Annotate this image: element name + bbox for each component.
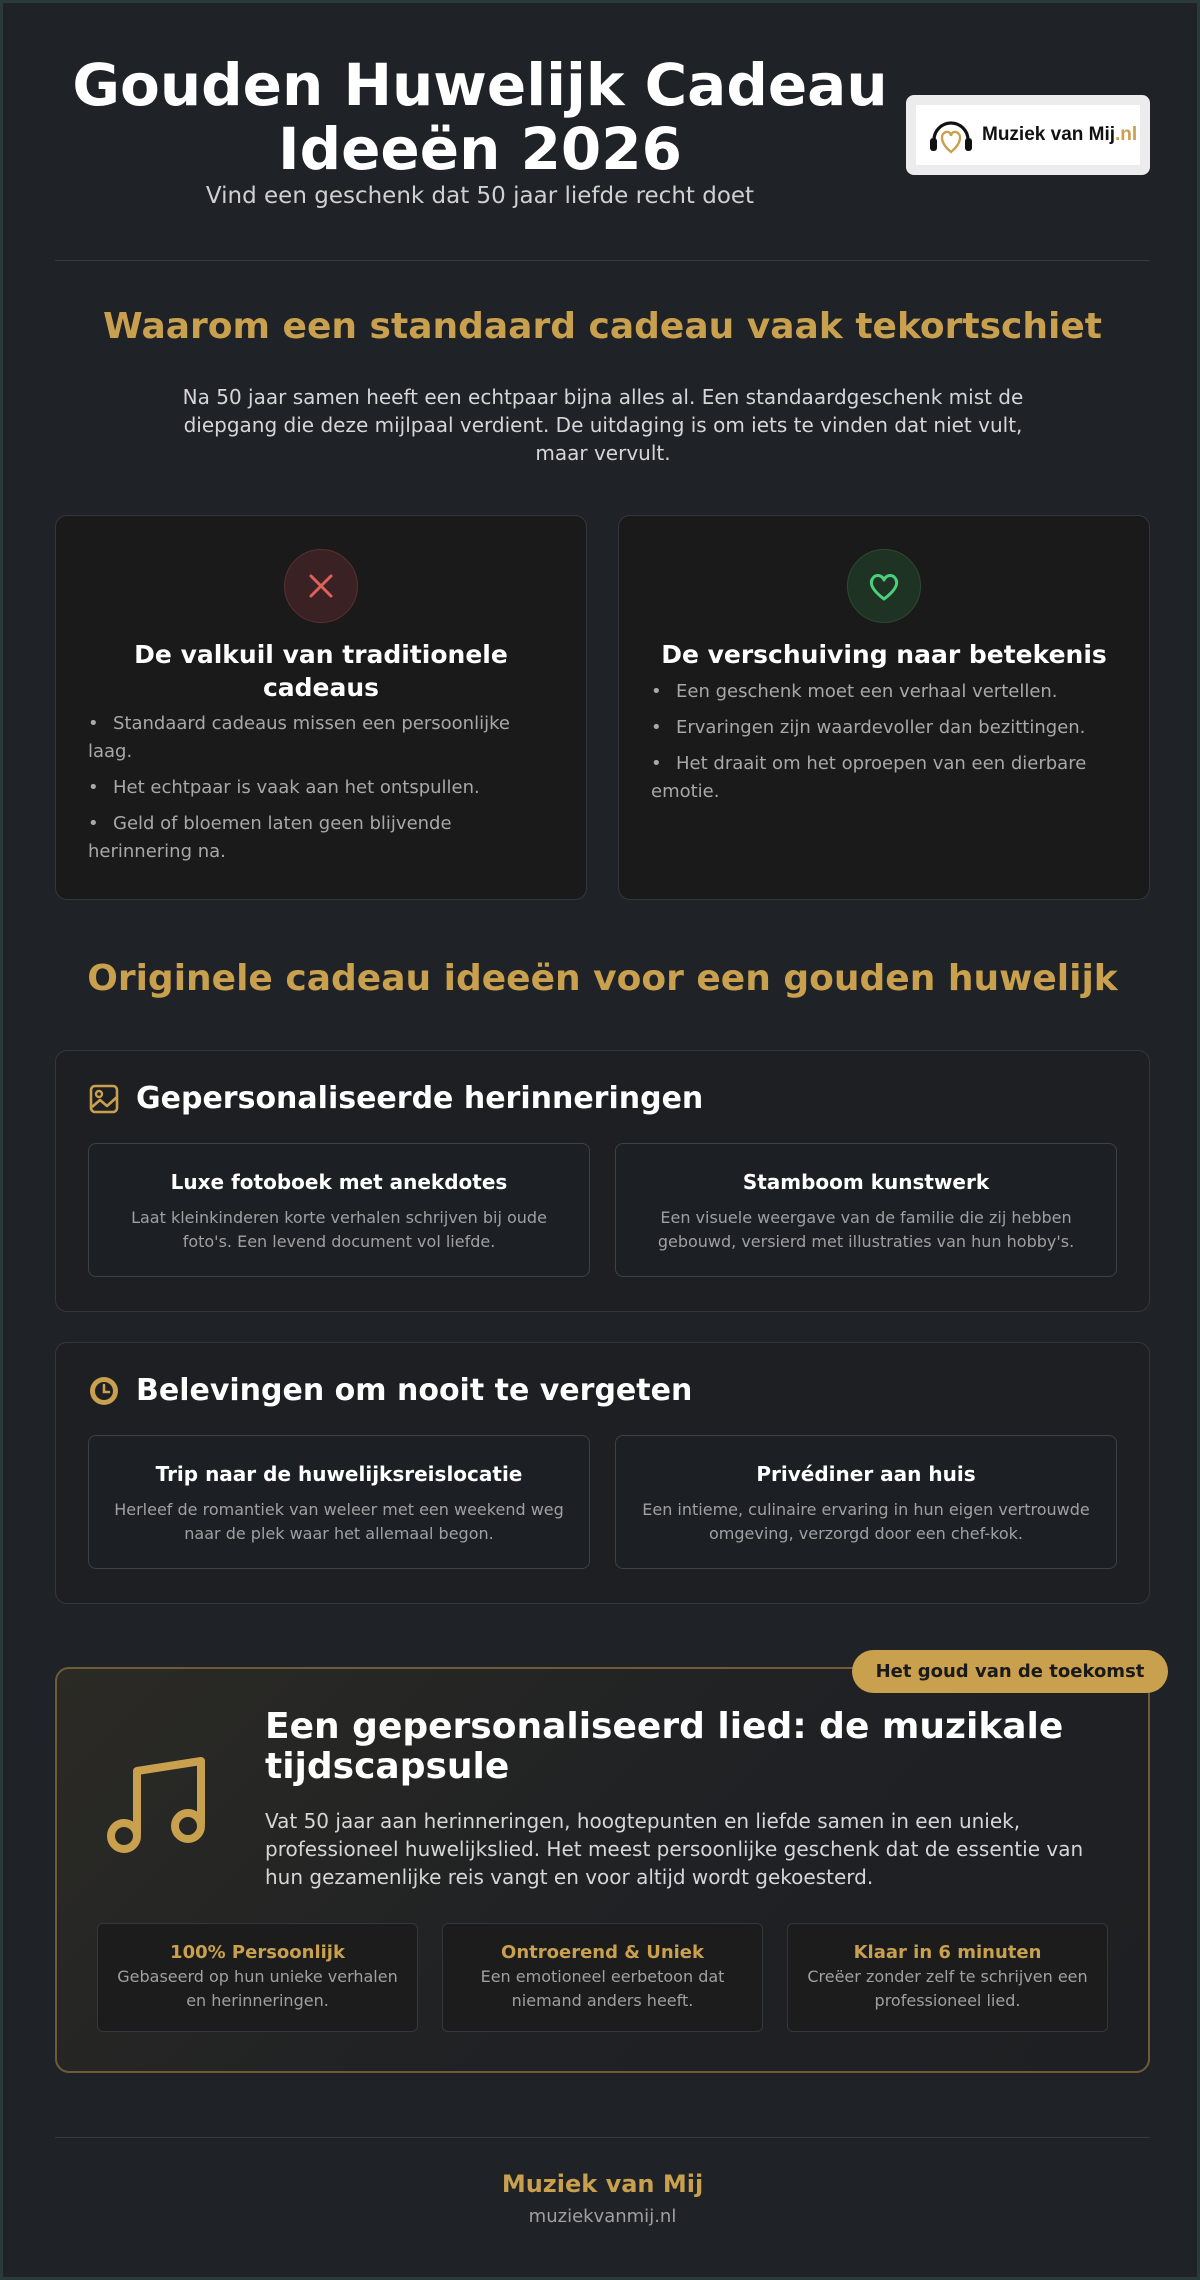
feature-point-text: Een emotioneel eerbetoon dat niemand anders heeft. bbox=[480, 1967, 725, 2010]
card-traditional-pitfall bbox=[55, 515, 587, 900]
ideas-section-title: Originele cadeau ideeën voor een gouden huwelijk bbox=[87, 958, 1118, 999]
list-item: • Het echtpaar is vaak aan het ontspullen. bbox=[88, 777, 480, 798]
brand-logo[interactable] bbox=[906, 95, 1150, 175]
divider bbox=[55, 2137, 1150, 2138]
idea-title: Luxe fotoboek met anekdotes bbox=[170, 1170, 508, 1194]
group-title: Belevingen om nooit te vergeten bbox=[136, 1373, 693, 1408]
why-section-title: Waarom een standaard cadeau vaak tekortschiet bbox=[103, 306, 1102, 347]
page-header bbox=[55, 51, 1150, 209]
card-list bbox=[88, 710, 554, 874]
heart-icon bbox=[864, 566, 904, 606]
feature-badge: Het goud van de toekomst bbox=[852, 1650, 1168, 1693]
why-intro: Na 50 jaar samen heeft een echtpaar bijna alles al. Een standaardgeschenk mist de diepgang die deze mijlpaal verdient. De uitdaging is om iets te vinden dat niet vult, maar vervult. bbox=[182, 385, 1024, 465]
group-heading bbox=[88, 1373, 692, 1408]
idea-title: Privédiner aan huis bbox=[756, 1462, 976, 1486]
x-icon-circle bbox=[284, 549, 358, 623]
idea-text: Een intieme, culinaire ervaring in hun eigen vertrouwde omgeving, verzorgd door een chef-kok. bbox=[642, 1500, 1090, 1543]
page-title bbox=[55, 53, 905, 181]
idea-text: Herleef de romantiek van weleer met een weekend weg naar de plek waar het allemaal begon. bbox=[114, 1500, 564, 1543]
feature-point-title: Ontroerend & Uniek bbox=[501, 1942, 704, 1963]
page-title-line-1: Gouden Huwelijk Cadeau bbox=[72, 51, 888, 119]
feature-point bbox=[97, 1923, 418, 2032]
list-item: • Een geschenk moet een verhaal vertellen. bbox=[651, 681, 1058, 702]
feature-point-title: 100% Persoonlijk bbox=[170, 1942, 345, 1963]
idea-card-photobook bbox=[88, 1143, 590, 1277]
idea-card-honeymoon-trip bbox=[88, 1435, 590, 1569]
group-title: Gepersonaliseerde herinneringen bbox=[136, 1081, 704, 1116]
logo-suffix: .nl bbox=[1115, 124, 1138, 145]
page-subtitle: Vind een geschenk dat 50 jaar liefde recht doet bbox=[205, 183, 755, 209]
idea-card-family-tree bbox=[615, 1143, 1117, 1277]
image-icon bbox=[88, 1083, 120, 1115]
feature-personalized-song bbox=[55, 1667, 1150, 2073]
card-shift-to-meaning bbox=[618, 515, 1150, 900]
group-heading bbox=[88, 1081, 703, 1116]
idea-title: Stamboom kunstwerk bbox=[742, 1170, 990, 1194]
footer-url[interactable]: muziekvanmij.nl bbox=[528, 2206, 677, 2227]
feature-point bbox=[787, 1923, 1108, 2032]
feature-point-text: Gebaseerd op hun unieke verhalen en herinneringen. bbox=[117, 1967, 398, 2010]
logo-name: Muziek van Mij bbox=[982, 124, 1116, 145]
list-item: • Standaard cadeaus missen een persoonlijke laag. bbox=[88, 713, 510, 762]
feature-point bbox=[442, 1923, 763, 2032]
music-note-icon bbox=[105, 1749, 205, 1859]
logo-inner bbox=[916, 105, 1140, 165]
heart-icon-circle bbox=[847, 549, 921, 623]
footer-brand: Muziek van Mij bbox=[501, 2170, 704, 2198]
infographic-page bbox=[3, 3, 1197, 2277]
card-title: De verschuiving naar betekenis bbox=[661, 640, 1107, 669]
logo-text bbox=[982, 124, 1137, 146]
list-item: • Ervaringen zijn waardevoller dan bezittingen. bbox=[651, 717, 1086, 738]
idea-text: Laat kleinkinderen korte verhalen schrijven bij oude foto's. Een levend document vol liefde. bbox=[131, 1208, 547, 1251]
feature-point-text: Creëer zonder zelf te schrijven een professioneel lied. bbox=[807, 1967, 1088, 2010]
divider bbox=[55, 260, 1150, 261]
feature-description: Vat 50 jaar aan herinneringen, hoogtepunten en liefde samen in een uniek, professioneel huwelijkslied. Het meest persoonlijke geschenk dat de essentie van hun gezamenlijke reis vangt en voor altijd wordt gekoesterd. bbox=[265, 1809, 1084, 1889]
idea-card-private-dinner bbox=[615, 1435, 1117, 1569]
feature-point-title: Klaar in 6 minuten bbox=[853, 1942, 1042, 1963]
headphone-heart-icon bbox=[926, 110, 976, 160]
feature-title: Een gepersonaliseerd lied: de muzikale tijdscapsule bbox=[265, 1706, 1064, 1787]
group-experiences bbox=[55, 1342, 1150, 1604]
list-item: • Het draait om het oproepen van een dierbare emotie. bbox=[651, 753, 1087, 802]
group-personalized-memories bbox=[55, 1050, 1150, 1312]
page-title-line-2: Ideeën 2026 bbox=[277, 115, 683, 183]
card-title: De valkuil van traditionele cadeaus bbox=[134, 640, 508, 702]
clock-icon bbox=[88, 1375, 120, 1407]
idea-text: Een visuele weergave van de familie die zij hebben gebouwd, versierd met illustraties van hun hobby's. bbox=[657, 1208, 1075, 1251]
list-item: • Geld of bloemen laten geen blijvende herinnering na. bbox=[88, 813, 452, 862]
idea-title: Trip naar de huwelijksreislocatie bbox=[155, 1462, 523, 1486]
x-icon bbox=[305, 570, 337, 602]
card-list bbox=[651, 678, 1117, 814]
